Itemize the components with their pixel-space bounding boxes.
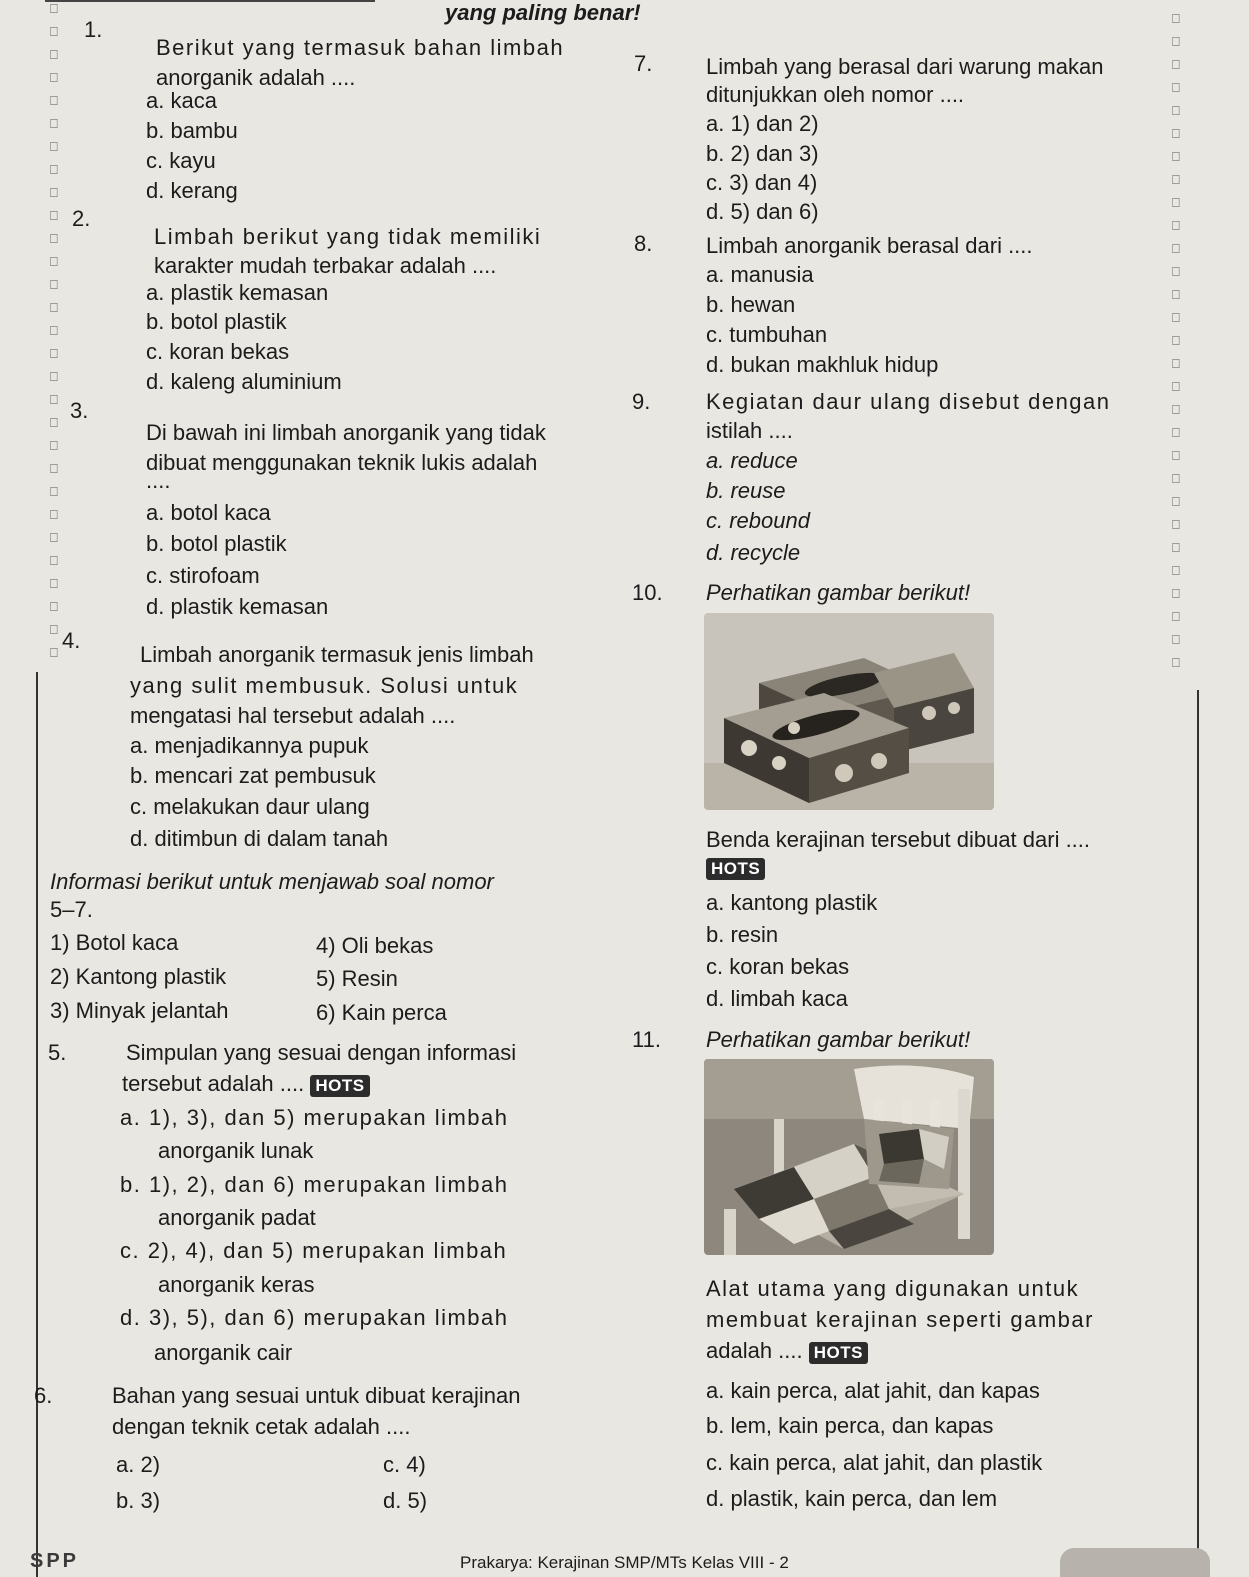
q5-option-d-cont: anorganik cair [154,1340,293,1365]
q6-option-d[interactable]: d. 5) [383,1488,428,1513]
q5-text-line2 [122,1071,370,1097]
info-text-line1: Informasi berikut untuk menjawab soal nomor [50,869,494,894]
q7-option-d[interactable]: d. 5) dan 6) [706,199,819,224]
q3-option-c[interactable]: c. stirofoam [146,563,260,588]
q9-option-a[interactable]: a. reduce [706,448,798,473]
binder-hole-icon: ⎕ [50,93,58,108]
q2-text-line1: Limbah berikut yang tidak memiliki [154,224,542,249]
q1-text-line2: anorganik adalah .... [156,65,356,90]
binder-hole-icon: ⎕ [1172,471,1180,486]
binder-hole-icon: ⎕ [50,507,58,522]
q2-text-line2: karakter mudah terbakar adalah .... [154,253,497,278]
q11-number: 11. [632,1027,661,1052]
q8-option-b[interactable]: b. hewan [706,292,796,317]
binder-hole-icon: ⎕ [50,576,58,591]
q5-text-line1: Simpulan yang sesuai dengan informasi [126,1040,517,1065]
q11-question-text: adalah .... [706,1338,803,1363]
q10-option-c[interactable]: c. koran bekas [706,954,850,979]
binder-hole-icon: ⎕ [1172,218,1180,233]
binder-hole-icon: ⎕ [50,24,58,39]
info-text-line2: 5–7. [50,897,93,922]
q1-text-line1: Berikut yang termasuk bahan limbah [156,35,565,60]
q9-text-line1: Kegiatan daur ulang disebut dengan [706,389,1111,414]
q11-option-c[interactable]: c. kain perca, alat jahit, dan plastik [706,1450,1043,1475]
q11-text-line1: Perhatikan gambar berikut! [706,1027,971,1052]
binder-hole-icon: ⎕ [1172,655,1180,670]
q8-number: 8. [634,231,653,256]
q4-option-b[interactable]: b. mencari zat pembusuk [130,763,376,788]
binder-hole-icon: ⎕ [1172,379,1180,394]
q8-option-d[interactable]: d. bukan makhluk hidup [706,352,939,377]
binder-hole-icon: ⎕ [1172,494,1180,509]
binder-hole-icon: ⎕ [50,553,58,568]
q10-option-d[interactable]: d. limbah kaca [706,986,848,1011]
binder-hole-icon: ⎕ [50,530,58,545]
q3-text-line1: Di bawah ini limbah anorganik yang tidak [146,420,546,445]
q9-option-c[interactable]: c. rebound [706,508,810,533]
q11-question-line2: membuat kerajinan seperti gambar [706,1307,1094,1332]
q9-number: 9. [632,389,651,414]
binder-hole-icon: ⎕ [1172,586,1180,601]
binder-hole-icon: ⎕ [1172,402,1180,417]
binder-hole-icon: ⎕ [1172,517,1180,532]
q3-option-b[interactable]: b. botol plastik [146,531,287,556]
info-item-4: 4) Oli bekas [316,933,434,958]
binder-hole-icon: ⎕ [1172,563,1180,578]
q7-number: 7. [634,51,653,76]
q6-number: 6. [34,1383,53,1408]
q11-question-line1: Alat utama yang digunakan untuk [706,1276,1080,1301]
q5-option-c[interactable]: c. 2), 4), dan 5) merupakan limbah [120,1238,508,1263]
q5-option-a[interactable]: a. 1), 3), dan 5) merupakan limbah [120,1105,509,1130]
q2-option-a[interactable]: a. plastik kemasan [146,280,329,305]
binder-hole-icon: ⎕ [50,484,58,499]
binder-hole-icon: ⎕ [50,369,58,384]
info-item-1: 1) Botol kaca [50,930,179,955]
info-item-5: 5) Resin [316,966,398,991]
q10-number: 10. [632,580,663,605]
q6-option-c[interactable]: c. 4) [383,1452,426,1477]
binder-hole-icon: ⎕ [1172,264,1180,279]
binder-hole-icon: ⎕ [50,70,58,85]
q5-option-c-cont: anorganik keras [158,1272,315,1297]
binder-hole-icon: ⎕ [1172,609,1180,624]
q9-text-line2: istilah .... [706,418,793,443]
binder-hole-icon: ⎕ [1172,310,1180,325]
q10-option-b[interactable]: b. resin [706,922,779,947]
q1-option-d[interactable]: d. kerang [146,178,238,203]
q10-question: Benda kerajinan tersebut dibuat dari .... [706,827,1091,852]
q1-option-c[interactable]: c. kayu [146,148,216,173]
binder-hole-icon: ⎕ [50,461,58,476]
q11-option-d[interactable]: d. plastik, kain perca, dan lem [706,1486,998,1511]
q5-hots-badge: HOTS [310,1075,369,1097]
q10-hots-badge: HOTS [706,858,765,880]
q3-option-d[interactable]: d. plastik kemasan [146,594,329,619]
binder-hole-icon: ⎕ [1172,425,1180,440]
binder-hole-icon: ⎕ [50,139,58,154]
binder-hole-icon: ⎕ [50,599,58,614]
q8-option-a[interactable]: a. manusia [706,262,814,287]
binder-hole-icon: ⎕ [1172,80,1180,95]
q3-text-line3: .... [146,468,171,493]
info-item-2: 2) Kantong plastik [50,964,227,989]
q4-text-line2: yang sulit membusuk. Solusi untuk [130,673,519,698]
binder-hole-icon: ⎕ [50,415,58,430]
binder-hole-icon: ⎕ [1172,11,1180,26]
binder-hole-icon: ⎕ [1172,172,1180,187]
q5-number: 5. [48,1040,67,1065]
binder-hole-icon: ⎕ [50,392,58,407]
binder-hole-icon: ⎕ [50,300,58,315]
q6-option-a[interactable]: a. 2) [116,1452,161,1477]
q7-text-line2: ditunjukkan oleh nomor .... [706,82,965,107]
binder-hole-icon: ⎕ [1172,632,1180,647]
right-frame [1197,690,1199,1577]
q1-number: 1. [84,17,103,42]
q9-option-b[interactable]: b. reuse [706,478,786,503]
q4-option-c[interactable]: c. melakukan daur ulang [130,794,370,819]
footer-text: Prakarya: Kerajinan SMP/MTs Kelas VIII - 2 [460,1553,789,1572]
q11-question-line3 [706,1338,868,1364]
binder-hole-icon: ⎕ [50,208,58,223]
q7-option-b[interactable]: b. 2) dan 3) [706,141,819,166]
left-frame [36,672,38,1577]
binder-hole-icon: ⎕ [50,116,58,131]
q6-option-b[interactable]: b. 3) [116,1488,161,1513]
q2-option-d[interactable]: d. kaleng aluminium [146,369,342,394]
q5-text: tersebut adalah .... [122,1071,305,1096]
q4-text-line3: mengatasi hal tersebut adalah .... [130,703,456,728]
binder-hole-icon: ⎕ [50,346,58,361]
binder-hole-icon: ⎕ [50,162,58,177]
binder-hole-icon: ⎕ [1172,287,1180,302]
q5-option-b-cont: anorganik padat [158,1205,316,1230]
q6-text-line1: Bahan yang sesuai untuk dibuat kerajinan [112,1383,521,1408]
q4-number: 4. [62,628,81,653]
binder-hole-icon: ⎕ [50,185,58,200]
q11-option-b[interactable]: b. lem, kain perca, dan kapas [706,1413,994,1438]
binder-hole-icon: ⎕ [50,47,58,62]
q4-text-line1: Limbah anorganik termasuk jenis limbah [140,642,534,667]
patchwork-cushion-photo [704,1059,994,1255]
q10-text-line1: Perhatikan gambar berikut! [706,580,971,605]
q10-option-a[interactable]: a. kantong plastik [706,890,878,915]
binder-hole-icon: ⎕ [50,323,58,338]
binder-hole-icon: ⎕ [1172,34,1180,49]
info-item-6: 6) Kain perca [316,1000,447,1025]
header-instruction: yang paling benar! [445,0,641,25]
q3-option-a[interactable]: a. botol kaca [146,500,271,525]
binder-hole-icon: ⎕ [50,645,58,660]
binder-hole-icon: ⎕ [1172,540,1180,555]
binder-hole-icon: ⎕ [50,622,58,637]
binder-hole-icon: ⎕ [1172,448,1180,463]
q7-option-a[interactable]: a. 1) dan 2) [706,111,819,136]
binder-hole-icon: ⎕ [50,254,58,269]
info-item-3: 3) Minyak jelantah [50,998,229,1023]
q5-option-b[interactable]: b. 1), 2), dan 6) merupakan limbah [120,1172,509,1197]
q7-text-line1: Limbah yang berasal dari warung makan [706,54,1104,79]
top-rule [45,0,375,2]
q5-option-a-cont: anorganik lunak [158,1138,314,1163]
q2-option-b[interactable]: b. botol plastik [146,309,287,334]
q11-option-a[interactable]: a. kain perca, alat jahit, dan kapas [706,1378,1040,1403]
tissue-box-photo [704,613,994,810]
q6-text-line2: dengan teknik cetak adalah .... [112,1414,411,1439]
q1-option-b[interactable]: b. bambu [146,118,238,143]
q7-option-c[interactable]: c. 3) dan 4) [706,170,818,195]
binder-hole-icon: ⎕ [1172,126,1180,141]
q9-option-d[interactable]: d. recycle [706,540,801,565]
q2-option-c[interactable]: c. koran bekas [146,339,290,364]
q4-option-a[interactable]: a. menjadikannya pupuk [130,733,369,758]
binder-hole-icon: ⎕ [1172,333,1180,348]
q3-text-line2: dibuat menggunakan teknik lukis adalah [146,450,538,475]
q3-number: 3. [70,398,89,423]
binder-hole-icon: ⎕ [1172,57,1180,72]
q4-option-d[interactable]: d. ditimbun di dalam tanah [130,826,389,851]
binder-hole-icon: ⎕ [50,1,58,16]
q2-number: 2. [72,206,91,231]
binder-hole-icon: ⎕ [1172,103,1180,118]
binder-hole-icon: ⎕ [50,277,58,292]
q8-text-line1: Limbah anorganik berasal dari .... [706,233,1033,258]
footer-page-tab [1060,1548,1210,1577]
footer-logo: SPP [30,1550,80,1572]
q5-option-d[interactable]: d. 3), 5), dan 6) merupakan limbah [120,1305,509,1330]
binder-hole-icon: ⎕ [1172,241,1180,256]
binder-hole-icon: ⎕ [1172,149,1180,164]
binder-hole-icon: ⎕ [50,231,58,246]
binder-hole-icon: ⎕ [1172,356,1180,371]
binder-hole-icon: ⎕ [50,438,58,453]
q1-option-a[interactable]: a. kaca [146,88,217,113]
binder-hole-icon: ⎕ [1172,195,1180,210]
q11-hots-badge: HOTS [809,1342,868,1364]
q8-option-c[interactable]: c. tumbuhan [706,322,828,347]
